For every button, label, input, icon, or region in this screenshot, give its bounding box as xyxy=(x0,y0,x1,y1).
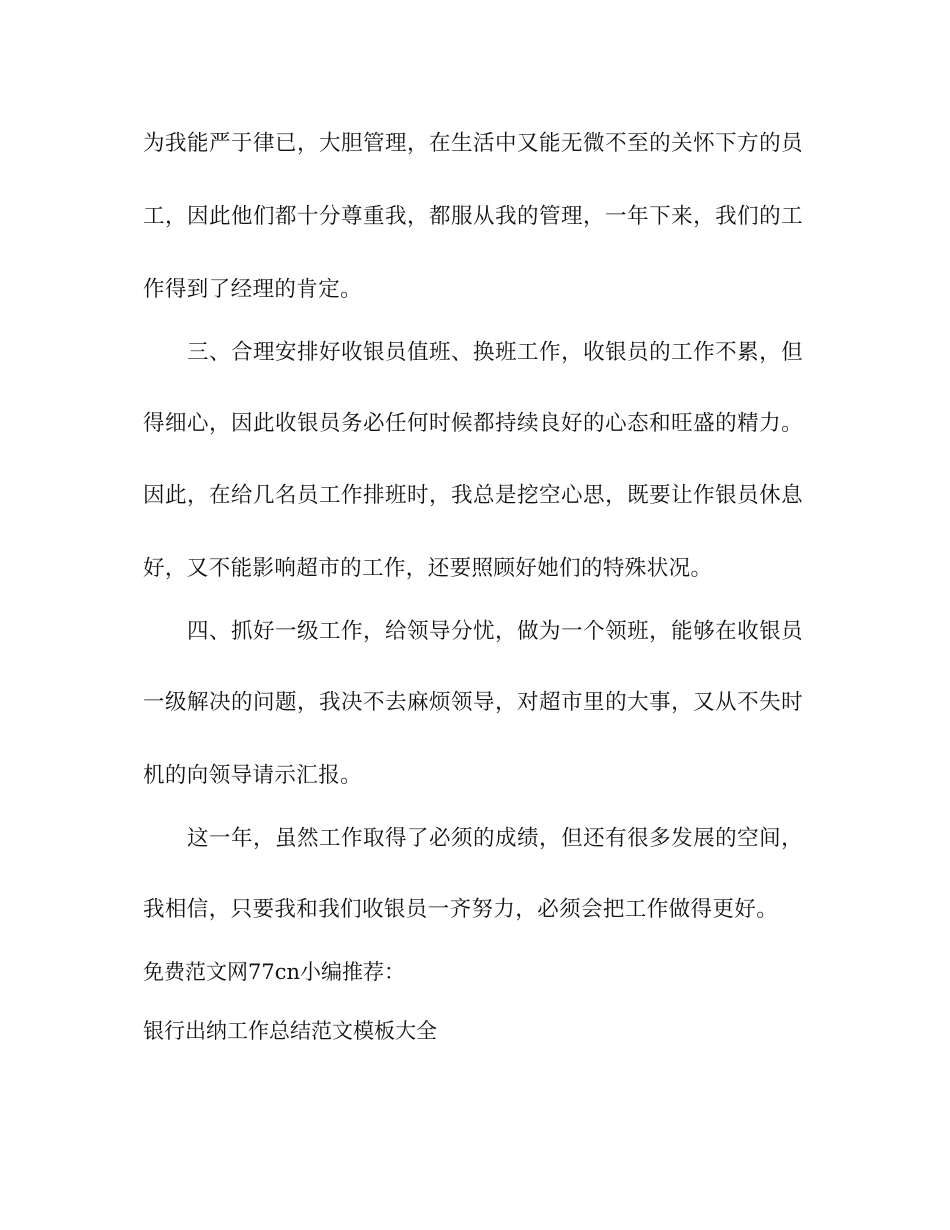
paragraph-line: 得细心，因此收银员务必任何时候都持续良好的心态和旺盛的精力。 xyxy=(143,411,803,436)
paragraph-line: 我相信，只要我和我们收银员一齐努力，必须会把工作做得更好。 xyxy=(143,897,779,922)
paragraph-line: 因此，在给几名员工作排班时，我总是挖空心思，既要让作银员休息 xyxy=(143,483,803,508)
paragraph-line: 这一年，虽然工作取得了必须的成绩，但还有很多发展的空间， xyxy=(187,826,803,851)
paragraph-line: 机的向领导请示汇报。 xyxy=(143,763,363,788)
paragraph-line: 作得到了经理的肯定。 xyxy=(143,277,363,302)
paragraph-line: 工，因此他们都十分尊重我，都服从我的管理，一年下来，我们的工 xyxy=(143,204,803,229)
recommend-link[interactable]: 银行出纳工作总结范文模板大全 xyxy=(143,1019,437,1043)
paragraph-line: 四、抓好一级工作，给领导分忧，做为一个领班，能够在收银员 xyxy=(187,619,803,644)
paragraph-line: 为我能严于律已，大胆管理，在生活中又能无微不至的关怀下方的员 xyxy=(143,131,803,156)
paragraph-line: 三、合理安排好收银员值班、换班工作，收银员的工作不累，但 xyxy=(187,340,803,365)
recommend-label: 免费范文网77cn小编推荐： xyxy=(143,960,406,984)
paragraph-line: 一级解决的问题，我决不去麻烦领导，对超市里的大事，又从不失时 xyxy=(143,690,803,715)
paragraph-line: 好，又不能影响超市的工作，还要照顾好她们的特殊状况。 xyxy=(143,556,713,581)
